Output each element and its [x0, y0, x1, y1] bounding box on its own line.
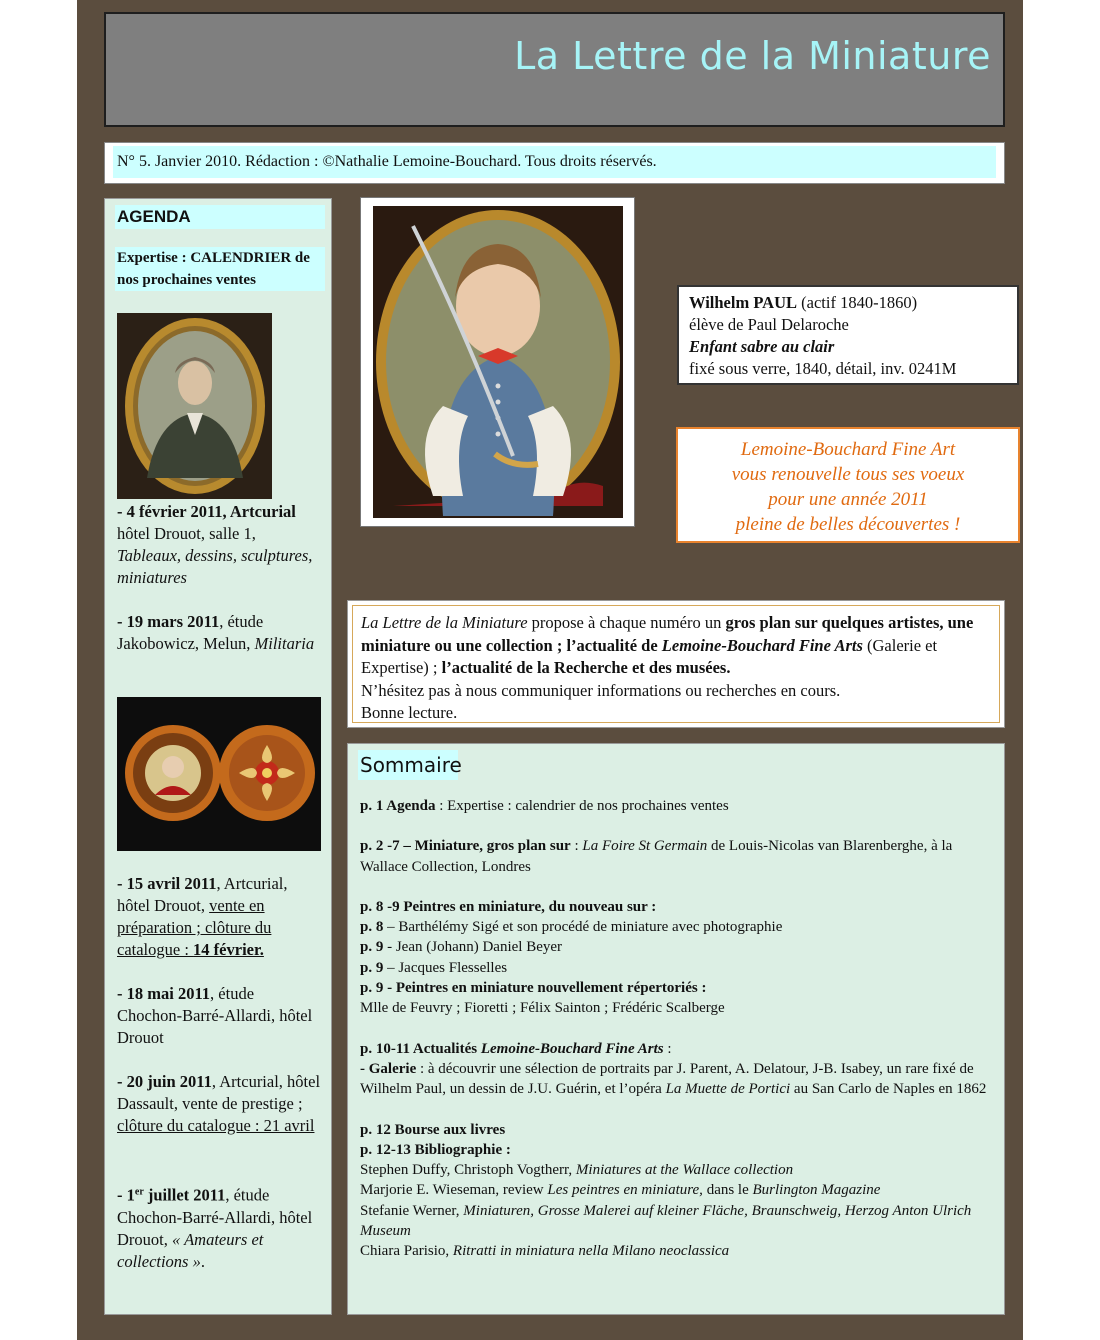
- summary-l2-bold: p. 2 -7 – Miniature, gros plan sur: [360, 838, 571, 855]
- feature-portrait-image: [373, 206, 623, 518]
- summary-line-flesselles[interactable]: [360, 958, 996, 978]
- summary-line-books[interactable]: [360, 1120, 996, 1140]
- agenda-entry-1: [117, 501, 323, 589]
- entry-6-text: , étude Chochon-Barré-Allardi, hôtel Drouot,: [117, 1185, 313, 1249]
- wishes-line-4: pleine de belles découvertes !: [735, 514, 961, 535]
- summary-l6-text: – Jacques Flesselles: [383, 959, 508, 976]
- bib-3-title: Miniaturen, Grosse Malerei auf kleiner Fläche, Braunschweig, Herzog Anton Ulrich Museum: [360, 1202, 972, 1240]
- bib-3-authors: Stefanie Werner,: [360, 1202, 464, 1219]
- bib-4-title: Ritratti in miniatura nella Milano neoclassica: [452, 1243, 730, 1260]
- oval-portrait-drawing: [117, 313, 272, 499]
- summary-l10-text: : à découvrir une sélection de portraits par J. Parent, A. Delatour, J-B. Isabey, un rare fixé de Wilhelm Paul, un dessin de J.U. Guérin, et l’opéra: [360, 1060, 974, 1098]
- summary-l6-bold: p. 9: [360, 959, 384, 976]
- summary-l1-text: : Expertise : calendrier de nos prochaines ventes: [435, 798, 729, 814]
- summary-line-sige[interactable]: [360, 917, 996, 937]
- summary-l12-bold: p. 12-13 Bibliographie :: [360, 1141, 511, 1158]
- oval-portrait-image: [117, 313, 272, 499]
- bib-1-authors: Stephen Duffy, Christoph Vogtherr,: [360, 1162, 576, 1179]
- summary-line-news[interactable]: [360, 1039, 996, 1059]
- bib-4-authors: Chiara Parisio,: [360, 1243, 453, 1260]
- feature-portrait-frame: [360, 197, 635, 527]
- intro-text-a: propose à chaque numéro un: [527, 613, 726, 632]
- issue-line: N° 5. Janvier 2010. Rédaction : ©Nathalie Lemoine-Bouchard. Tous droits réservés.: [113, 146, 996, 178]
- summary-l7-bold: p. 9 - Peintres en miniature nouvellement répertoriés :: [360, 980, 707, 997]
- season-greetings: [676, 427, 1020, 543]
- entry-1-italic: Tableaux, dessins, sculptures, miniatures: [117, 546, 313, 587]
- caption-technique: fixé sous verre, 1840, détail, inv. 0241M: [689, 359, 957, 378]
- entry-2-italic: Militaria: [254, 634, 315, 653]
- summary-l9-bold: p. 10-11 Actualités: [360, 1040, 481, 1057]
- bib-2-sep: dans le: [702, 1182, 753, 1199]
- intro-gallery-name: Lemoine-Bouchard Fine Arts: [661, 635, 863, 655]
- summary-line-gallery: [360, 1059, 996, 1100]
- agenda-entry-4: [117, 983, 323, 1049]
- summary-box: [347, 743, 1005, 1315]
- summary-l3-bold: p. 8 -9 Peintres en miniature, du nouveau sur :: [360, 898, 657, 915]
- intro-invitation: N’hésitez pas à nous communiquer informations ou recherches en cours.: [361, 680, 841, 700]
- summary-l1-bold: p. 1 Agenda: [360, 798, 436, 814]
- summary-line-agenda[interactable]: [360, 796, 996, 816]
- summary-line-beyer[interactable]: [360, 937, 996, 957]
- bib-entry-3: [360, 1201, 996, 1242]
- agenda-sidebar: [104, 198, 332, 1315]
- agenda-entry-6: [117, 1181, 323, 1273]
- entry-6-italic: « Amateurs et collections »: [117, 1229, 264, 1271]
- entry-5-date: - 20 juin 2011: [117, 1072, 212, 1091]
- caption-artist: Wilhelm PAUL: [689, 293, 798, 312]
- entry-3-text: , Artcurial, hôtel Drouot,: [117, 874, 288, 915]
- entry-3-date: - 15 avril 2011: [117, 874, 217, 893]
- entry-1-text: hôtel Drouot, salle 1,: [117, 524, 256, 543]
- entry-5-underlined: clôture du catalogue : 21 avril: [117, 1116, 315, 1135]
- issue-bar: [104, 142, 1005, 184]
- summary-l5-text: - Jean (Johann) Daniel Beyer: [383, 939, 563, 956]
- entry-2-date: - 19 mars 2011: [117, 612, 220, 631]
- entry-1-date: - 4 février 2011: [117, 502, 223, 521]
- bib-2-authors: Marjorie E. Wieseman, review: [360, 1182, 548, 1199]
- agenda-heading: AGENDA: [115, 205, 325, 229]
- bib-entry-4: [360, 1241, 996, 1261]
- summary-line-bibliography[interactable]: [360, 1140, 996, 1160]
- caption-work-title: Enfant sabre au clair: [689, 337, 835, 356]
- summary-body: [360, 796, 996, 1262]
- miniature-box-image: [117, 697, 321, 851]
- bib-1-title: Miniatures at the Wallace collection: [575, 1162, 794, 1179]
- entry-6-date-post: juillet 2011: [143, 1185, 226, 1205]
- intro-box: [347, 600, 1005, 728]
- summary-l2-italic: La Foire St Germain: [582, 838, 708, 855]
- miniature-box-drawing: [117, 697, 321, 851]
- entry-5-text: , Artcurial, hôtel Dassault, vente de prestige ;: [117, 1072, 321, 1113]
- summary-l10-italic: La Muette de Portici: [665, 1081, 791, 1098]
- summary-l9-gallery: Lemoine-Bouchard Fine Arts: [480, 1040, 664, 1057]
- intro-newsletter-name: La Lettre de la Miniature: [361, 613, 528, 632]
- summary-line-closeup[interactable]: [360, 836, 996, 877]
- agenda-entry-3: [117, 873, 323, 961]
- entry-3-underlined-bold: 14 février.: [193, 940, 264, 959]
- wishes-line-2: vous renouvelle tous ses voeux: [731, 464, 965, 485]
- summary-l4-text: – Barthélémy Sigé et son procédé de miniature avec photographie: [383, 919, 783, 936]
- entry-2-text: , étude Jakobowicz, Melun,: [117, 612, 264, 653]
- bib-entry-2: [360, 1180, 996, 1200]
- summary-l10-tail: au San Carlo de Naples en 1862: [790, 1081, 987, 1098]
- caption-dates: (actif 1840-1860): [797, 293, 918, 312]
- bib-2-journal: Burlington Magazine: [752, 1182, 881, 1199]
- intro-text-b: (Galerie et Expertise) ;: [361, 635, 938, 677]
- entry-6-date-pre: - 1: [117, 1185, 135, 1205]
- entry-4-text: , étude Chochon-Barré-Allardi, hôtel Drouot: [117, 984, 313, 1047]
- summary-l11-bold: p. 12 Bourse aux livres: [360, 1121, 506, 1138]
- caption-pupil-of: élève de Paul Delaroche: [689, 315, 849, 334]
- summary-l4-bold: p. 8: [360, 919, 384, 936]
- summary-l2-sep: :: [570, 838, 583, 855]
- entry-6-date-sup: er: [134, 1186, 144, 1197]
- intro-bold-2: l’actualité de la Recherche et des musées.: [441, 658, 731, 677]
- newsletter-title: La Lettre de la Miniature: [514, 34, 991, 78]
- intro-closing: Bonne lecture.: [361, 703, 458, 722]
- entry-6-tail: .: [200, 1251, 205, 1271]
- summary-line-new-painters[interactable]: [360, 978, 996, 998]
- summary-l9-text: :: [663, 1040, 672, 1057]
- bib-2-title: Les peintres en miniature,: [547, 1182, 703, 1199]
- entry-3-underlined: vente en préparation ; clôture du catalogue :: [117, 896, 272, 959]
- agenda-subheading: Expertise : CALENDRIER de nos prochaines ventes: [115, 247, 325, 291]
- feature-caption: [677, 285, 1019, 385]
- intro-bold-1: gros plan sur quelques artistes, une miniature ou une collection ; l’actualité de: [361, 613, 974, 655]
- summary-l2-text: de Louis-Nicolas van Blarenberghe, à la Wallace Collection, Londres: [360, 838, 953, 875]
- agenda-entry-5: [117, 1071, 323, 1137]
- entry-1-lead: , Artcurial: [222, 502, 296, 521]
- agenda-entry-2: [117, 611, 323, 655]
- bib-entry-1: [360, 1160, 996, 1180]
- summary-line-painters[interactable]: [360, 897, 996, 917]
- intro-text: [352, 605, 1000, 723]
- wishes-line-3: pour une année 2011: [768, 489, 928, 510]
- summary-l10-bold: - Galerie: [360, 1060, 417, 1077]
- title-banner: [104, 12, 1005, 127]
- summary-heading: Sommaire: [358, 750, 458, 780]
- entry-4-date: - 18 mai 2011: [117, 984, 211, 1003]
- wishes-line-1: Lemoine-Bouchard Fine Art: [740, 439, 956, 460]
- summary-l5-bold: p. 9: [360, 939, 384, 956]
- summary-line-new-painters-list: Mlle de Feuvry ; Fioretti ; Félix Sainton ; Frédéric Scalberge: [360, 1000, 725, 1017]
